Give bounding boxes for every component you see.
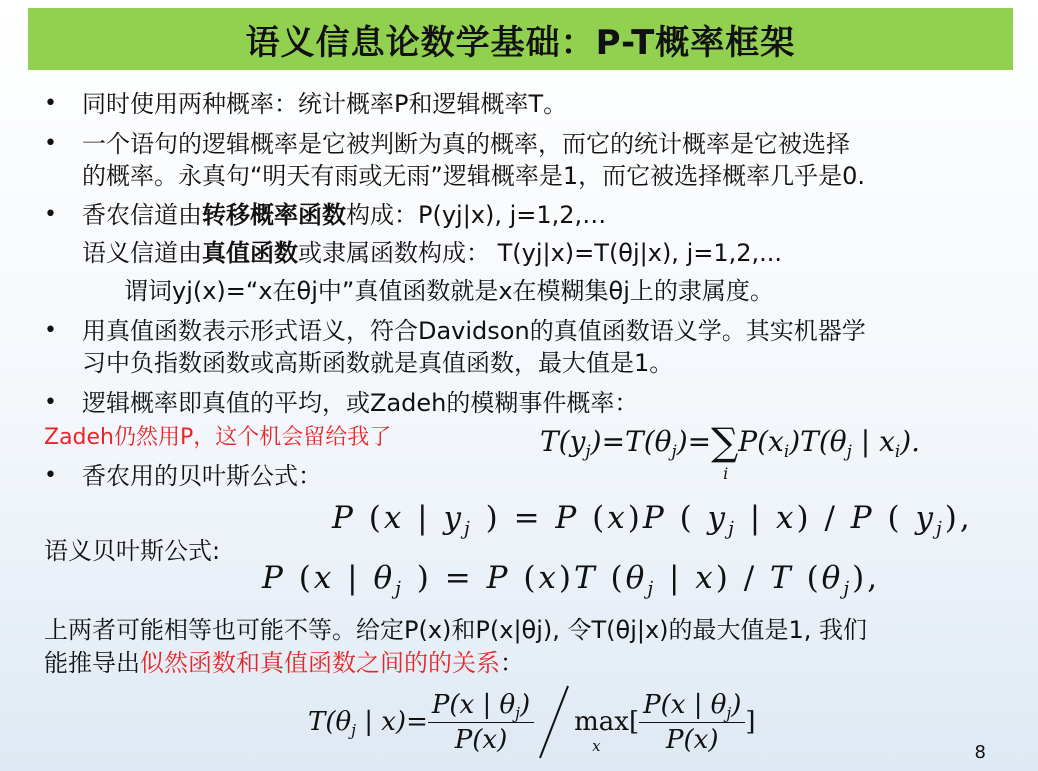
division-slash xyxy=(534,682,574,762)
fraction-right: $\frac{P(x | \theta_j)}{P(x)}$ xyxy=(639,690,745,755)
bullet-dot: • xyxy=(44,390,57,415)
bullet-2-line-1: 一个语句的逻辑概率是它被判断为真的概率，而它的统计概率是它被选择 xyxy=(82,130,850,158)
bullet-3-text xyxy=(82,198,606,232)
bullet-1-text: 同时使用两种概率：统计概率P和逻辑概率T。 xyxy=(82,90,568,118)
bullet-3b-post: 或隶属函数构成： T(yj|x)=T(θj|x), j=1,2,... xyxy=(298,239,783,267)
bullet-3-post: 构成：P(yj|x), j=1,2,… xyxy=(346,201,607,229)
paragraph-pre: 能推导出 xyxy=(44,649,140,677)
paragraph-line-1: 上两者可能相等也可能不等。给定P(x)和P(x|θj), 令T(θj|x)的最大值是1, 我们 xyxy=(44,616,868,644)
bullet-3b-pre: 语义信道由 xyxy=(82,239,202,267)
bullet-dot: • xyxy=(44,131,57,156)
bullet-4-line-1: 用真值函数表示形式语义，符合Davidson的真值函数语义学。其实机器学 xyxy=(82,317,866,345)
bullet-2-line-2: 的概率。永真句“明天有雨或无雨”逻辑概率是1，而它被选择概率几乎是0. xyxy=(82,162,866,190)
bullet-3b-bold: 真值函数 xyxy=(202,239,298,267)
paragraph-post: ： xyxy=(500,649,524,677)
zadeh-note: Zadeh仍然用P，这个机会留给我了 xyxy=(44,425,392,450)
bullet-4-line-2: 习中负指数函数或高斯函数就是真值函数，最大值是1。 xyxy=(82,349,674,377)
page-number: 8 xyxy=(974,742,986,763)
paragraph-red: 似然函数和真值函数之间的的关系 xyxy=(140,649,500,677)
bullet-3-line-3: 谓词yj(x)=“x在θj中”真值函数就是x在模糊集θj上的隶属度。 xyxy=(124,277,774,305)
bullet-dot: • xyxy=(44,91,57,116)
bullet-dot: • xyxy=(44,318,57,343)
bullet-dot: • xyxy=(44,202,57,227)
bullet-6-text: 香农用的贝叶斯公式： xyxy=(82,462,322,490)
formula-shannon-bayes: P (x | $y_j$ ) = P (x)P ( $y_j$ | x) / P ( $y_j$), xyxy=(332,500,973,540)
formula-semantic-bayes: P (x | $\theta_j$ ) = P (x)T ($\theta_j$ | x) / T $(\theta_j)$, xyxy=(262,560,881,600)
bullet-3-bold: 转移概率函数 xyxy=(202,201,346,229)
semantic-bayes-label: 语义贝叶斯公式: xyxy=(44,537,221,565)
paragraph-line-2 xyxy=(44,646,524,680)
title-bar xyxy=(28,8,1013,70)
fraction-left: $\frac{P(x | \theta_j)}{P(x)}$ xyxy=(428,690,534,755)
bullet-3-line-2 xyxy=(82,236,782,270)
bullet-5-text: 逻辑概率即真值的平均，或Zadeh的模糊事件概率： xyxy=(82,389,639,417)
formula-logical-probability: $T(y_j)=T(\theta_j)=\sum$ i $P(x_i)T(\theta_j$ | $x_i$). xyxy=(540,420,921,483)
bullet-3-pre: 香农信道由 xyxy=(82,201,202,229)
slide-title: 语义信息论数学基础：P-T概率框架 xyxy=(245,22,796,63)
formula-truth-from-likelihood: $T(\theta_j$ | x)= $\frac{P(x | \theta_j)}{P(x)}$ max x [ $\frac{P(x | \theta_j)}{P(x)}$ ] xyxy=(308,682,756,762)
bullet-dot: • xyxy=(44,463,57,488)
